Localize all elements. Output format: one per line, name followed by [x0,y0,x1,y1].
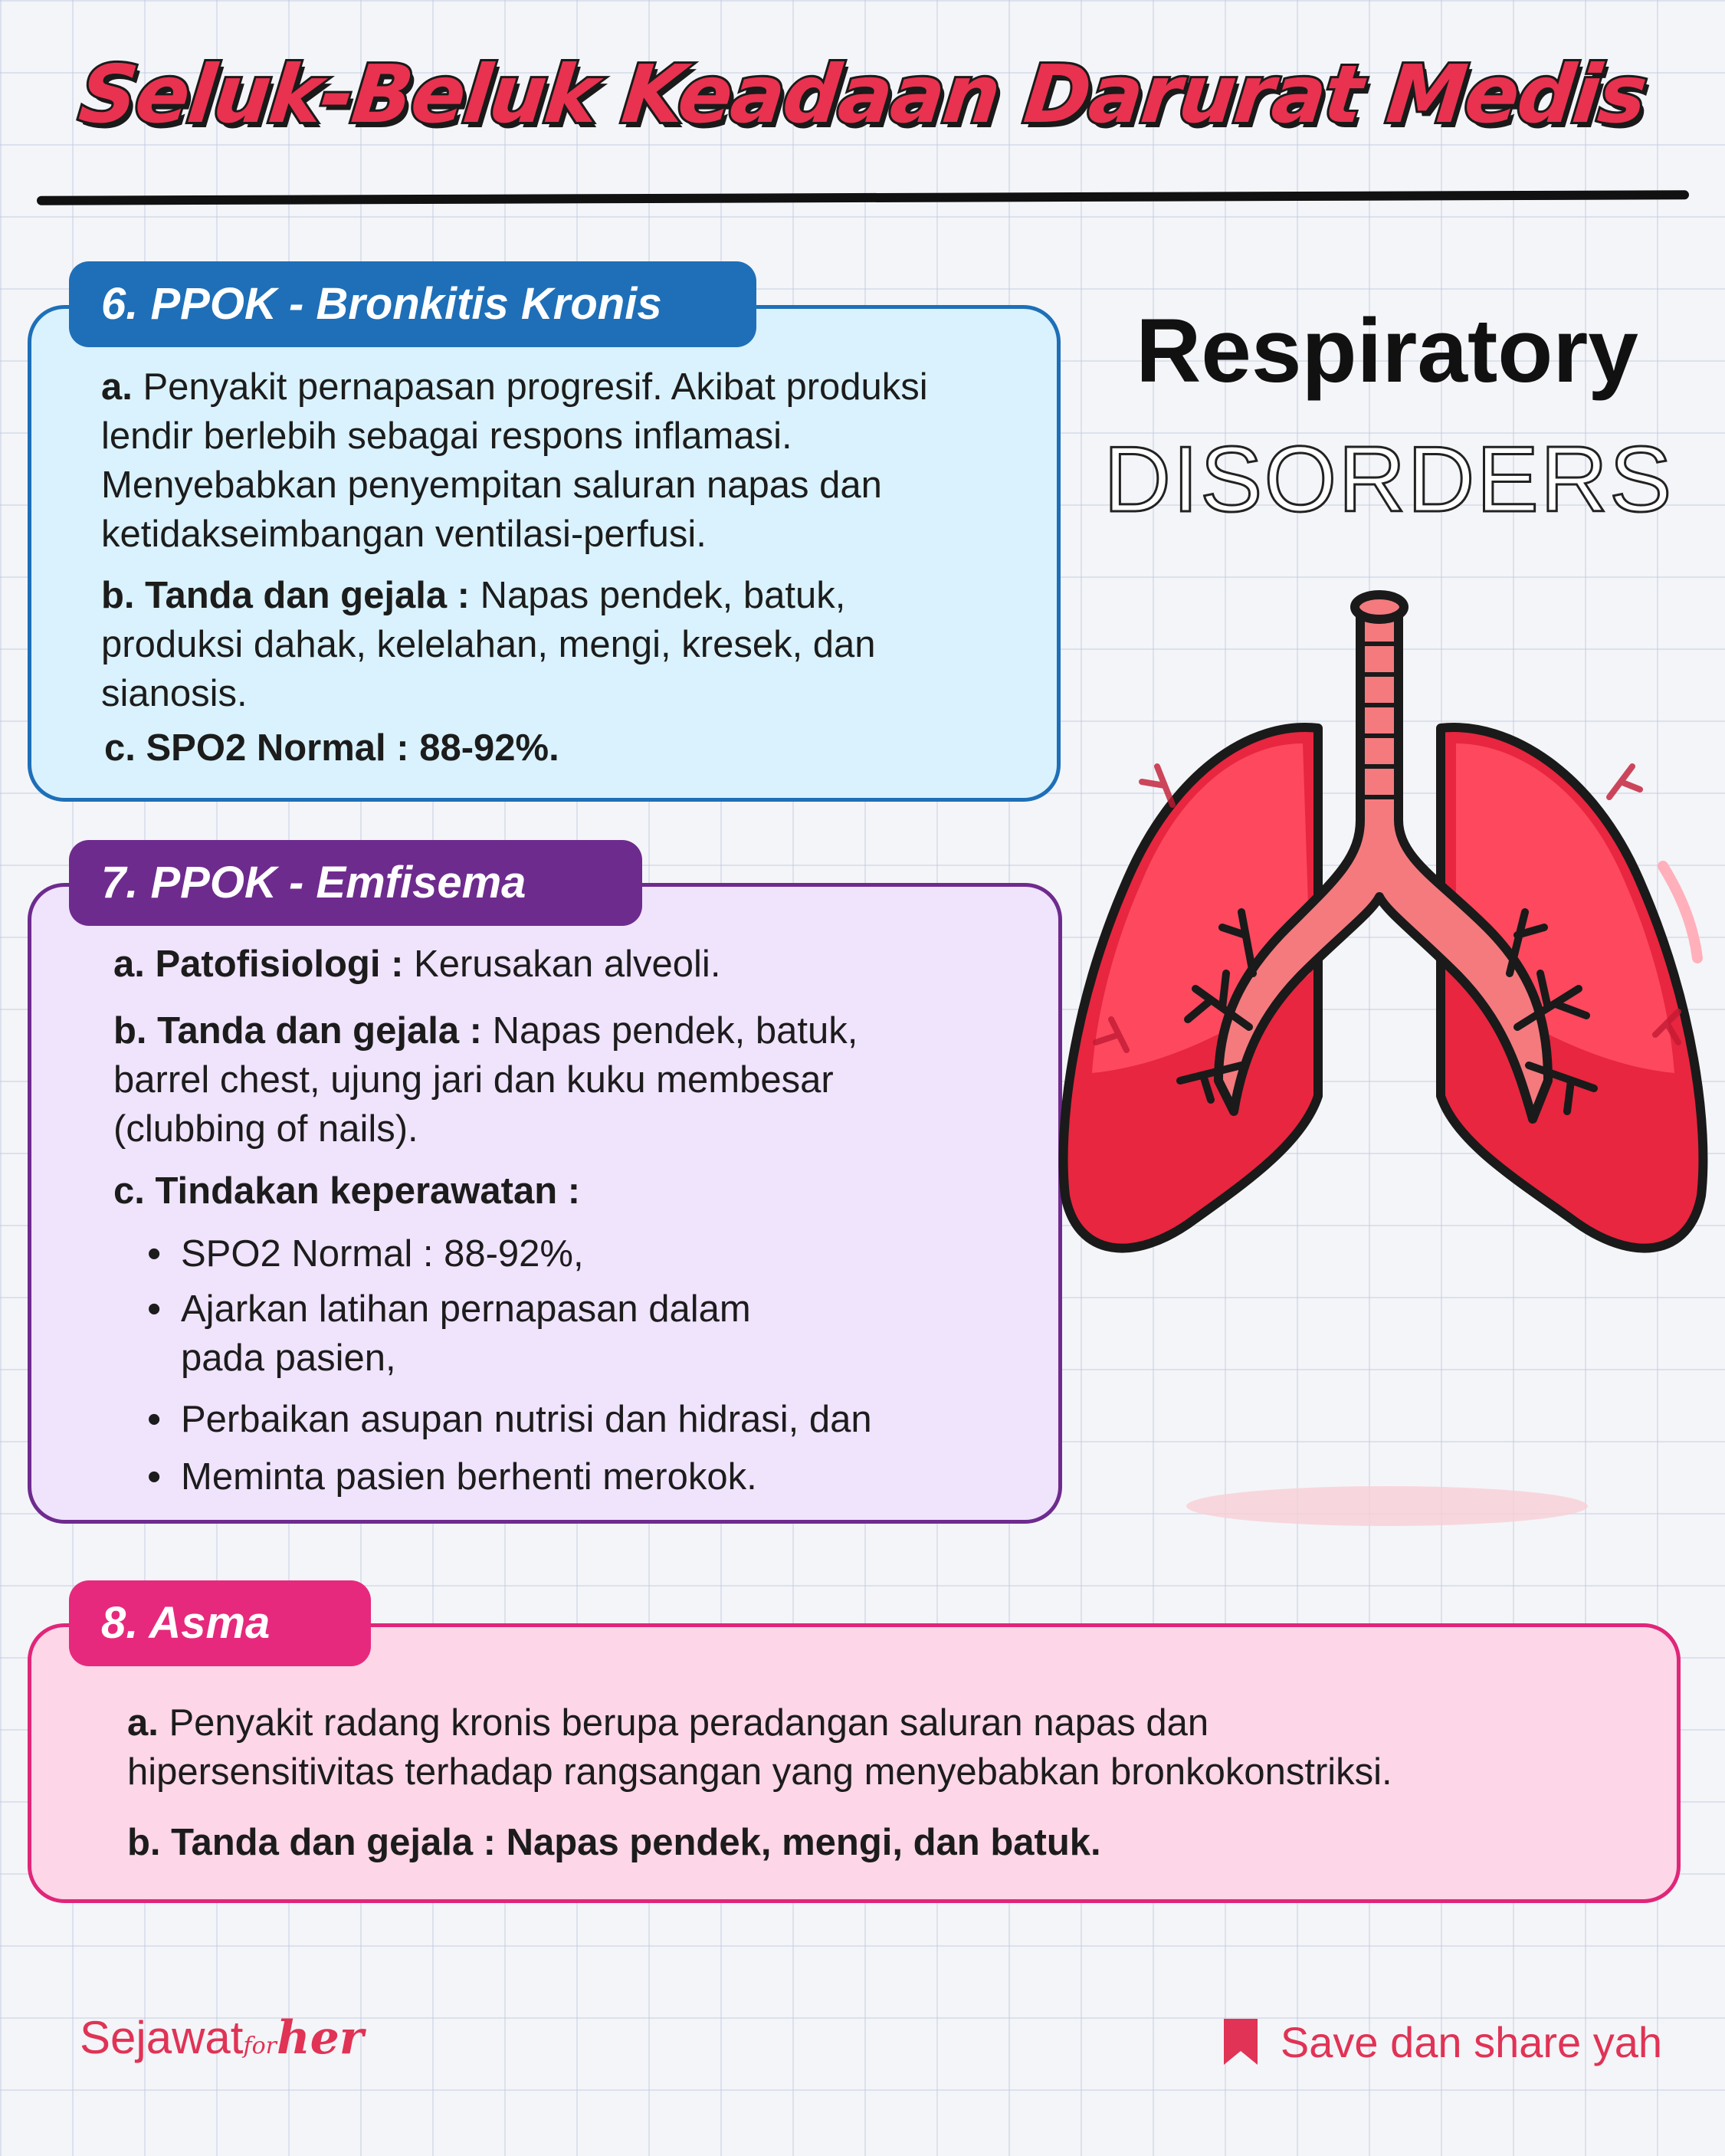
title-divider [37,190,1689,205]
bullet-icon: • [147,1232,162,1276]
list-item: • Meminta pasien berhenti merokok. [181,1452,757,1501]
bullet-icon: • [147,1455,162,1499]
section-6-b-line3: sianosis. [101,673,248,714]
section-8-a: a. Penyakit radang kronis berupa peradangan saluran napas dan [127,1702,1209,1744]
bookmark-icon [1221,2016,1261,2068]
section-7-c: c. Tindakan keperawatan : [113,1170,581,1212]
section-7-b-line3: (clubbing of nails). [113,1108,418,1150]
list-item: • SPO2 Normal : 88-92%, [181,1229,584,1278]
brand-logo: Sejawatforher [80,2011,364,2065]
section-6-c: c. SPO2 Normal : 88-92%. [104,727,559,769]
section-6-a-line2: lendir berlebih sebagai respons inflamasi. [101,415,792,457]
save-share-cta: Save dan share yah [1221,2016,1662,2068]
page-title: Seluk-Beluk Keadaan Darurat Medis [74,48,1651,141]
section-6-b: b. Tanda dan gejala : Napas pendek, batuk, [101,575,846,616]
section-6-heading: 6. PPOK - Bronkitis Kronis [69,261,756,347]
lungs-illustration [1058,590,1724,1541]
list-item-continuation: pada pasien, [181,1337,396,1379]
section-6-a: a. Penyakit pernapasan progresif. Akibat produksi [101,366,928,408]
section-7-heading: 7. PPOK - Emfisema [69,840,642,926]
bullet-icon: • [147,1397,162,1442]
side-title: Respiratory [1136,300,1638,402]
list-item: • Perbaikan asupan nutrisi dan hidrasi, dan [181,1395,872,1444]
bullet-icon: • [147,1287,162,1331]
section-6-a-line4: ketidakseimbangan ventilasi-perfusi. [101,514,707,555]
section-7-a: a. Patofisiologi : Kerusakan alveoli. [113,943,721,985]
section-7-b: b. Tanda dan gejala : Napas pendek, batuk, [113,1010,858,1052]
section-8-a-line2: hipersensitivitas terhadap rangsangan yang menyebabkan bronkokonstriksi. [127,1751,1392,1793]
section-8-heading: 8. Asma [69,1580,371,1666]
side-subtitle: DISORDERS [1104,427,1674,531]
section-8-b: b. Tanda dan gejala : Napas pendek, mengi, dan batuk. [127,1822,1101,1863]
section-6-b-line2: produksi dahak, kelelahan, mengi, kresek, dan [101,624,876,665]
section-6-a-line3: Menyebabkan penyempitan saluran napas dan [101,464,882,506]
section-7-b-line2: barrel chest, ujung jari dan kuku membesar [113,1059,834,1101]
list-item: • Ajarkan latihan pernapasan dalam [181,1285,751,1334]
